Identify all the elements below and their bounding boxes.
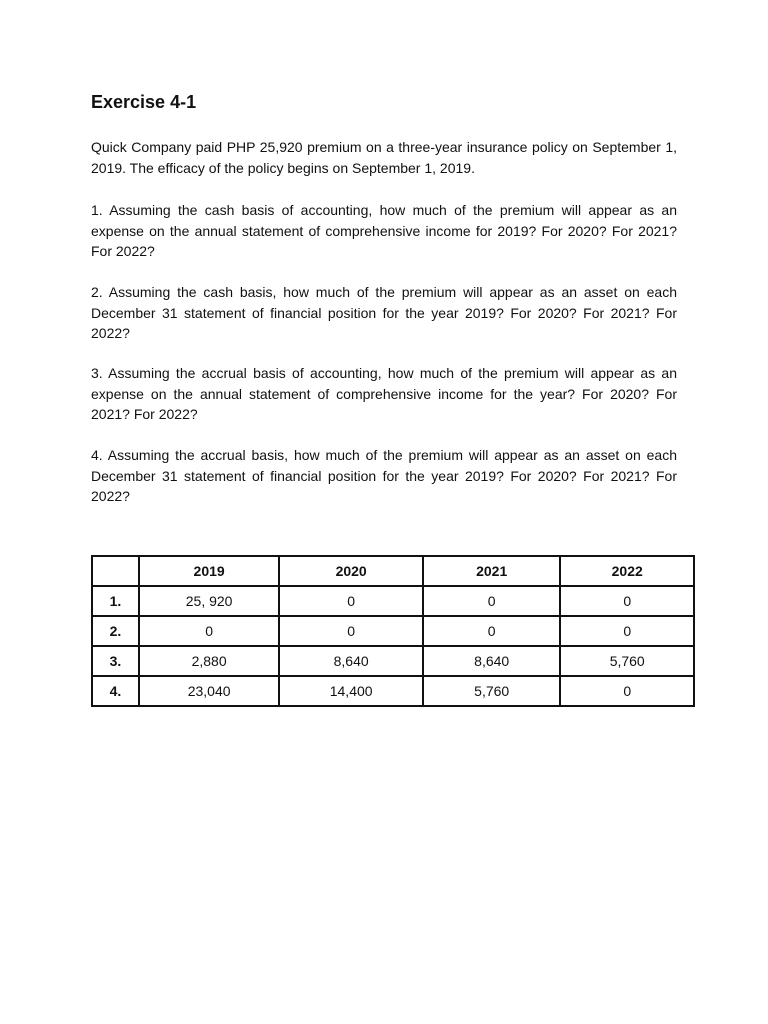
question-3: 3. Assuming the accrual basis of accounting, how much of the premium will appear as an expense on the annual statement of comprehensive income for the year? For 2020? For 2021? For 2022?: [91, 365, 677, 422]
table-row: [92, 646, 694, 676]
header-cell-2021: 2021: [423, 556, 561, 586]
intro-paragraph: Quick Company paid PHP 25,920 premium on a three-year insurance policy on September 1, 2019. The efficacy of the policy begins on September 1, 2019.: [91, 139, 677, 176]
question-4: 4. Assuming the accrual basis, how much of the premium will appear as an asset on each December 31 statement of financial position for the year 2019? For 2020? For 2021? For 2022?: [91, 447, 677, 504]
table-cell: 8,640: [279, 646, 423, 676]
header-cell-empty: [92, 556, 139, 586]
table-cell: 5,760: [560, 646, 694, 676]
table-cell: 0: [423, 616, 561, 646]
table-cell: 0: [560, 676, 694, 706]
table-cell: 0: [279, 586, 423, 616]
table-row: [92, 616, 694, 646]
answers-table: [91, 555, 695, 707]
table-cell: 0: [423, 586, 561, 616]
question-2: 2. Assuming the cash basis, how much of the premium will appear as an asset on each December 31 statement of financial position for the year 2019? For 2020? For 2021? For 2022?: [91, 284, 677, 341]
question-1: 1. Assuming the cash basis of accounting, how much of the premium will appear as an expense on the annual statement of comprehensive income for 2019? For 2020? For 2021? For 2022?: [91, 202, 677, 259]
table-cell: 14,400: [279, 676, 423, 706]
table-cell: 0: [560, 586, 694, 616]
row-label: 3.: [92, 646, 139, 676]
row-label: 2.: [92, 616, 139, 646]
table-header-row: [92, 556, 694, 586]
table-cell: 0: [279, 616, 423, 646]
table-row: [92, 586, 694, 616]
table-cell: 23,040: [139, 676, 280, 706]
header-cell-2020: 2020: [279, 556, 423, 586]
header-cell-2019: 2019: [139, 556, 280, 586]
table-cell: 2,880: [139, 646, 280, 676]
table-cell: 8,640: [423, 646, 561, 676]
table-cell: 25, 920: [139, 586, 280, 616]
header-cell-2022: 2022: [560, 556, 694, 586]
row-label: 1.: [92, 586, 139, 616]
table-row: [92, 676, 694, 706]
row-label: 4.: [92, 676, 139, 706]
table-cell: 0: [139, 616, 280, 646]
table-cell: 0: [560, 616, 694, 646]
table-cell: 5,760: [423, 676, 561, 706]
exercise-title: Exercise 4-1: [91, 92, 197, 112]
